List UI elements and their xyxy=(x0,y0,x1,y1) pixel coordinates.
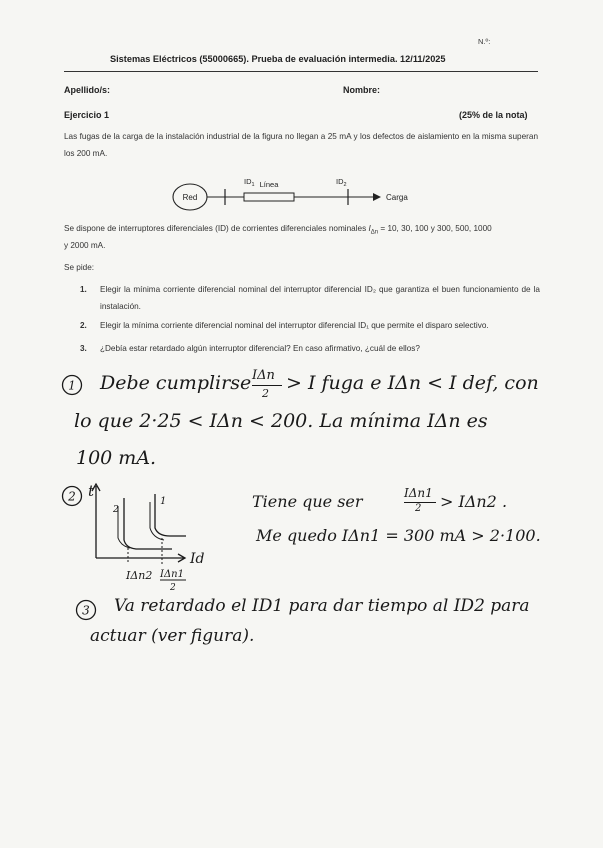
question-3-text: ¿Debía estar retardado algún interruptor diferencial? En caso afirmativo, ¿cuál de ellos? xyxy=(100,344,420,353)
available-pre: Se dispone de interruptores diferenciales (ID) de corrientes diferenciales nominales xyxy=(64,224,369,233)
question-2-number: 2. xyxy=(80,321,87,330)
tick-ldn1-num: IΔn1 xyxy=(160,569,184,580)
answer-1-marker xyxy=(60,373,84,397)
svg-text:ID1 xyxy=(244,177,255,188)
graph-x-label: Id xyxy=(190,551,205,567)
answer-2-line1-pre: Tiene que ser xyxy=(252,492,363,511)
i-delta-n-sub: Δn xyxy=(370,229,379,236)
id2-label: ID xyxy=(336,177,344,186)
id1-sub: 1 xyxy=(251,182,255,188)
available-devices-line1 xyxy=(64,220,492,242)
selectivity-graph xyxy=(80,478,220,593)
circuit-diagram xyxy=(170,172,430,218)
numero-label: N.º: xyxy=(478,37,491,46)
question-3-number: 3. xyxy=(80,344,87,353)
answer-3-line2: actuar (ver figura). xyxy=(90,626,255,646)
question-1-text: Elegir la mínima corriente diferencial nominal del interruptor diferencial ID₂ que garantiza el buen funcionamiento de la instalación. xyxy=(100,285,540,311)
exercise-weight: (25% de la nota) xyxy=(459,110,528,120)
answer-1-frac-num: IΔn xyxy=(252,368,275,383)
carga-label: Carga xyxy=(386,193,408,202)
question-3 xyxy=(80,340,540,357)
question-2-text: Elegir la mínima corriente diferencial nominal del interruptor diferencial ID₁ que permite el disparo selectivo. xyxy=(100,321,489,330)
graph-t-label: t xyxy=(88,482,95,500)
answer-1-line1-pre: Debe cumplirse xyxy=(100,372,252,394)
tick-ldn2-label: IΔn2 xyxy=(126,569,153,582)
exam-title: Sistemas Eléctricos (55000665). Prueba de evaluación intermedia. 12/11/2025 xyxy=(110,54,446,64)
id2-sub: 2 xyxy=(343,182,347,188)
i-delta-n-symbol: I xyxy=(368,224,371,233)
load-arrow-icon xyxy=(373,193,381,201)
question-1-number: 1. xyxy=(80,285,87,294)
id1-label: ID xyxy=(244,177,252,186)
title-rule xyxy=(64,71,538,72)
red-label: Red xyxy=(182,193,198,202)
answer-2-frac-den: 2 xyxy=(415,503,422,514)
svg-text:1: 1 xyxy=(68,378,76,393)
svg-text:3: 3 xyxy=(82,603,90,618)
se-pide-label: Se pide: xyxy=(64,263,95,272)
answer-1-line1-mid: > I fuga e IΔn < I def, con xyxy=(286,372,539,394)
svg-text:ID2 xyxy=(336,177,347,188)
tick-ldn1-den: 2 xyxy=(170,583,176,593)
answer-2-frac-num: IΔn1 xyxy=(404,486,433,500)
exercise-statement: Las fugas de la carga de la instalación industrial de la figura no llegan a 25 mA y los defectos de aislamiento en la misma superan los 200 mA. xyxy=(64,132,538,158)
answer-3-line1: Va retardado el ID1 para dar tiempo al ID2 para xyxy=(114,596,530,616)
available-devices-line2: y 2000 mA. xyxy=(64,241,106,250)
question-1 xyxy=(80,281,540,315)
answer-1-frac-den: 2 xyxy=(262,387,269,400)
svg-text:2: 2 xyxy=(68,489,76,504)
curve-id1-label: 1 xyxy=(160,496,167,507)
apellidos-label: Apellido/s: xyxy=(64,85,111,95)
answer-1-line2: lo que 2·25 < IΔn < 200. La mínima IΔn es xyxy=(74,410,488,432)
answer-1-line3: 100 mA. xyxy=(76,447,157,469)
curve-id2-label: 2 xyxy=(113,505,119,515)
answer-3-marker xyxy=(74,598,98,622)
exercise-title: Ejercicio 1 xyxy=(64,110,110,120)
line-impedance xyxy=(244,193,294,201)
nombre-label: Nombre: xyxy=(343,85,381,95)
linea-label: Línea xyxy=(259,180,279,189)
answer-2-line1-post: > IΔn2 . xyxy=(440,492,508,511)
available-post: = 10, 30, 100 y 300, 500, 1000 xyxy=(378,224,492,233)
answer-2-line2: Me quedo IΔn1 = 300 mA > 2·100. xyxy=(256,526,541,545)
question-2 xyxy=(80,317,540,334)
